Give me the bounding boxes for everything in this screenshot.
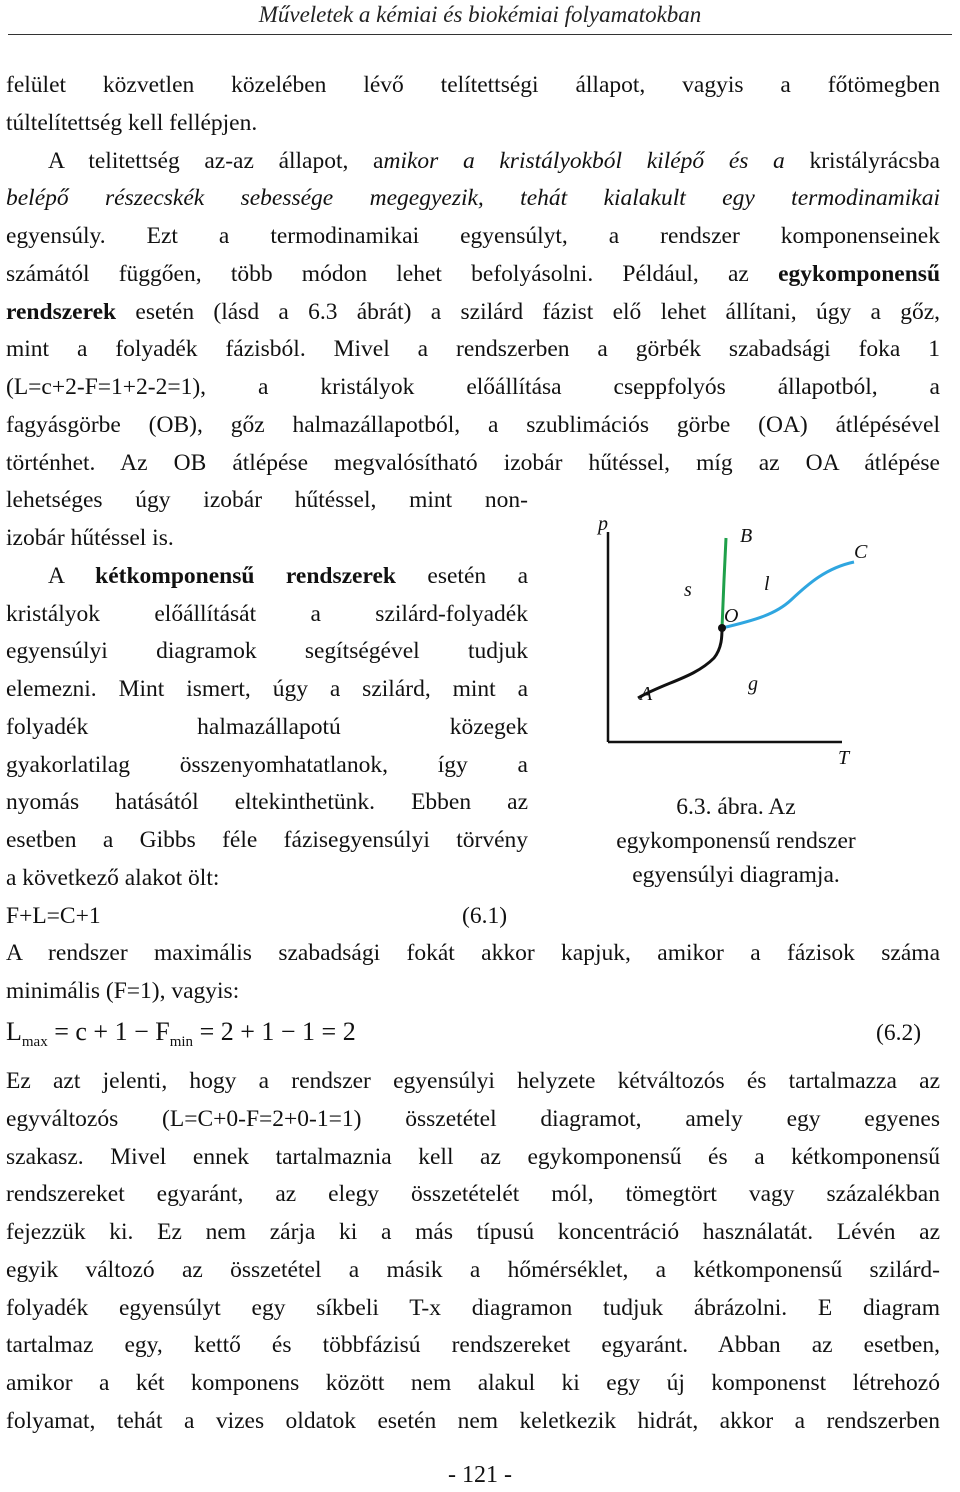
text-line: minimális (F=1), vagyis: <box>6 978 240 1004</box>
text-line: történhet. Az OB átlépése megvalósítható izobár hűtéssel, míg az OA átlépése <box>6 450 940 476</box>
text-line: folyamat, tehát a vizes oldatok esetén nem keletkezik hidrát, akkor a rendszerben <box>6 1408 940 1434</box>
text-line: kristályok előállítását a szilárd-folyadék <box>6 601 528 627</box>
label-C: C <box>854 541 868 563</box>
text-line: A telitettség az-az állapot, amikor a kristályokból kilépő és a kristályrácsba <box>48 148 940 174</box>
text-line: fejezzük ki. Ez nem zárja ki a más típusú koncentráció használatát. Lévén az <box>6 1219 941 1245</box>
text-line: egyik változó az összetétel a másik a hőmérséklet, a kétkomponensű szilárd- <box>6 1257 940 1283</box>
text-line: szakasz. Mivel ennek tartalmaznia kell az egykomponensű és a kétkomponensű <box>6 1144 940 1170</box>
text-line: A rendszer maximális szabadsági fokát akkor kapjuk, amikor a fázisok száma <box>6 940 940 966</box>
label-T: T <box>838 747 850 769</box>
label-s: s <box>684 579 692 601</box>
label-B: B <box>740 525 753 547</box>
text-line: izobár hűtéssel is. <box>6 525 174 551</box>
label-O: O <box>724 605 739 627</box>
text-line: A kétkomponensű rendszerek esetén a <box>48 563 529 589</box>
text-line: amikor a két komponens között nem alakul ki egy új komponenst létrehozó <box>6 1370 940 1396</box>
text-line: folyadék halmazállapotú közegek <box>6 714 528 740</box>
text-line: elemezni. Mint ismert, úgy a szilárd, mint a <box>6 676 529 702</box>
label-A: A <box>640 683 653 705</box>
label-g: g <box>748 673 758 695</box>
text-line: egyváltozós (L=C+0-F=2+0-1=1) összetétel diagramot, amely egy egyenes <box>6 1106 940 1132</box>
equation-label: (6.1) <box>462 903 508 929</box>
equation-label: (6.2) <box>876 1020 922 1046</box>
text-line: rendszereket egyaránt, az elegy összetételét mól, tömegtört vagy százalékban <box>6 1181 940 1207</box>
text-line: túltelítettség kell fellépjen. <box>6 110 258 136</box>
text-line: nyomás hatásától eltekinthetünk. Ebben az <box>6 789 528 815</box>
page-number: - 121 - <box>448 1462 512 1488</box>
phase-diagram <box>586 510 886 770</box>
header-rule <box>8 34 952 35</box>
text-line: egyensúly. Ezt a termodinamikai egyensúlyt, a rendszer komponenseinek <box>6 223 940 249</box>
text-line: gyakorlatilag összenyomhatatlanok, így a <box>6 752 528 778</box>
phase-diagram-svg <box>586 510 886 770</box>
caption-line: egyensúlyi diagramja. <box>632 862 840 888</box>
text-line: belépő részecskék sebessége megegyezik, tehát kialakult egy termodinamikai <box>6 185 940 211</box>
label-p: p <box>598 513 608 535</box>
text-line: esetben a Gibbs féle fázisegyensúlyi törvény <box>6 827 528 853</box>
text-line: Ez azt jelenti, hogy a rendszer egyensúlyi helyzete kétváltozós és tartalmazza az <box>6 1068 940 1094</box>
text-line: tartalmaz egy, kettő és többfázisú rendszereket egyaránt. Abban az esetben, <box>6 1332 940 1358</box>
caption-line: 6.3. ábra. Az <box>676 794 796 820</box>
label-l: l <box>764 573 770 595</box>
text-line: lehetséges úgy izobár hűtéssel, mint non- <box>6 487 528 513</box>
running-header: Műveletek a kémiai és biokémiai folyamatokban <box>258 2 702 27</box>
text-line: a következő alakot ölt: <box>6 865 220 891</box>
text-line: folyadék egyensúlyt egy síkbeli T-x diagramon tudjuk ábrázolni. E diagram <box>6 1295 940 1321</box>
equation-6-2: $L_{max} = c + 1 - F_{min} = 2 + 1 - 1 = 2$ <box>6 1017 356 1050</box>
text-line: felület közvetlen közelében lévő telítettségi állapot, vagyis a főtömegben <box>6 72 940 98</box>
text-line: egyensúlyi diagramok segítségével tudjuk <box>6 638 528 664</box>
text-line: mint a folyadék fázisból. Mivel a rendszerben a görbék szabadsági foka 1 <box>6 336 941 362</box>
text-line: rendszerek esetén (lásd a 6.3 ábrát) a szilárd fázist elő lehet állítani, úgy a gőz, <box>6 299 941 325</box>
text-line: (L=c+2-F=1+2-2=1), a kristályok előállítása cseppfolyós állapotból, a <box>6 374 940 400</box>
text-line: fagyásgörbe (OB), gőz halmazállapotból, a szublimációs görbe (OA) átlépésével <box>6 412 940 438</box>
text-line: számától függően, több módon lehet befolyásolni. Például, az egykomponensű <box>6 261 941 287</box>
vaporization-curve <box>722 562 854 628</box>
figure-caption <box>580 790 892 892</box>
caption-line: egykomponensű rendszer <box>616 828 856 854</box>
equation-6-1: F+L=C+1 <box>6 903 101 929</box>
